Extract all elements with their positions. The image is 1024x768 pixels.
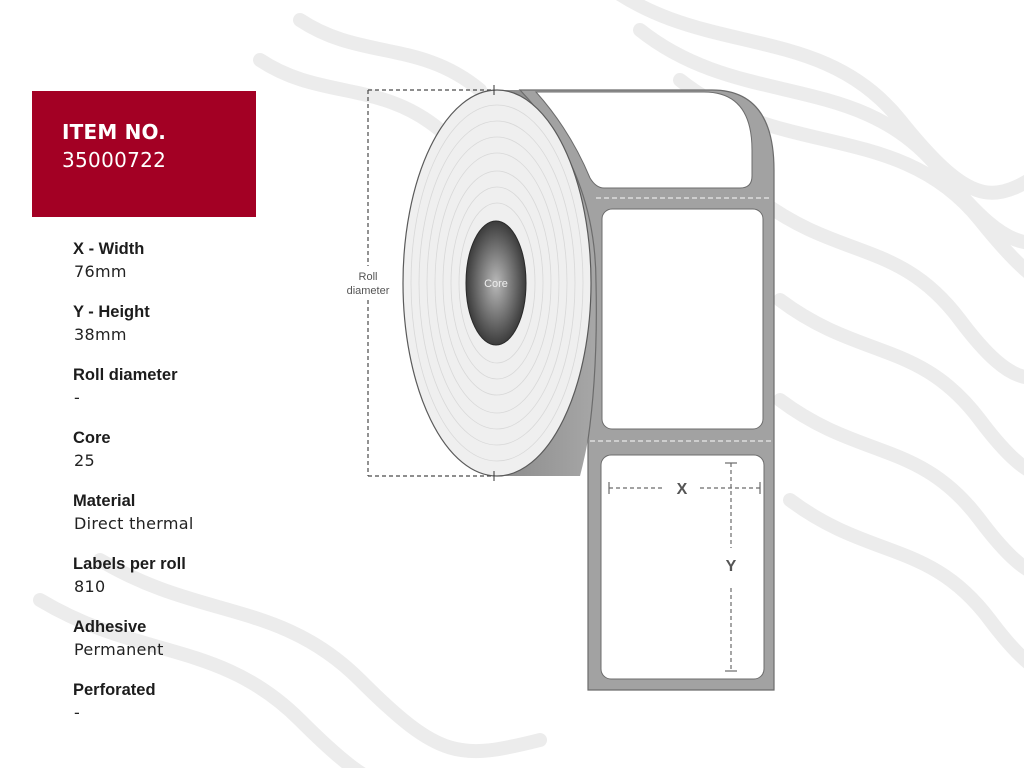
spec-value: 76mm	[74, 262, 127, 281]
spec-label: Perforated	[73, 681, 156, 699]
spec-label: Y - Height	[73, 303, 150, 321]
spec-label: Labels per roll	[73, 555, 186, 573]
spec-value: 810	[74, 577, 106, 596]
spec-value: 38mm	[74, 325, 127, 344]
spec-value: Direct thermal	[74, 514, 194, 533]
label-middle	[602, 209, 763, 429]
spec-label: Adhesive	[73, 618, 147, 636]
item-title: ITEM NO.	[62, 120, 167, 144]
item-number: 35000722	[62, 148, 167, 172]
spec-label: X - Width	[73, 240, 145, 258]
spec-label: Material	[73, 492, 136, 510]
roll-diameter-label: diameter	[346, 285, 390, 297]
y-marker: Y	[725, 558, 737, 575]
spec-value: -	[74, 388, 81, 407]
spec-value: Permanent	[74, 640, 164, 659]
core-label: Core	[484, 278, 508, 290]
spec-value: 25	[74, 451, 95, 470]
spec-label: Roll diameter	[73, 366, 178, 384]
spec-label: Core	[73, 429, 111, 447]
x-marker: X	[676, 481, 688, 498]
roll-diameter-label: Roll	[358, 271, 378, 283]
spec-value: -	[74, 703, 81, 722]
